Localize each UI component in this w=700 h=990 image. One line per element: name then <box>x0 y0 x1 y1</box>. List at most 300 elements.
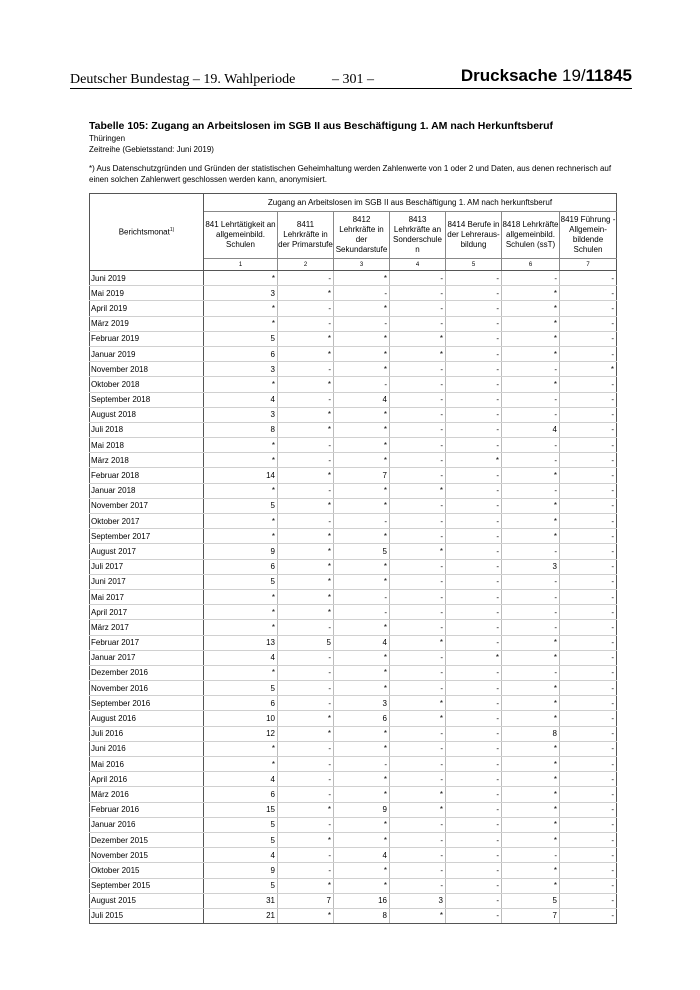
value-cell: 4 <box>334 848 390 863</box>
value-cell: - <box>560 787 617 802</box>
value-cell: * <box>204 589 278 604</box>
group-header: Zugang an Arbeitslosen im SGB II aus Beschäftigung 1. AM nach herkunftsberuf <box>204 194 617 212</box>
column-header: 8413 Lehrkräfte an Sonderschule n <box>390 212 446 259</box>
value-cell: - <box>446 711 502 726</box>
value-cell: - <box>446 665 502 680</box>
value-cell: - <box>502 362 560 377</box>
value-cell: - <box>446 498 502 513</box>
month-cell: November 2016 <box>90 681 204 696</box>
value-cell: * <box>204 377 278 392</box>
table-row <box>90 407 617 422</box>
value-cell: - <box>334 377 390 392</box>
value-cell: - <box>560 377 617 392</box>
value-cell: - <box>446 438 502 453</box>
value-cell: * <box>390 787 446 802</box>
value-cell: - <box>560 346 617 361</box>
footnote: *) Aus Datenschutzgründen und Gründen der statistischen Geheimhaltung werden Zahlenwerte von 1 oder 2 und Daten, aus denen rechnerisch auf einen solchen Zahlenwert geschlossen werden kann, anonymisiert. <box>89 164 612 184</box>
value-cell: * <box>278 559 334 574</box>
value-cell: - <box>446 407 502 422</box>
month-cell: Januar 2017 <box>90 650 204 665</box>
value-cell: - <box>334 757 390 772</box>
value-cell: * <box>334 620 390 635</box>
value-cell: - <box>446 817 502 832</box>
value-cell: * <box>204 301 278 316</box>
value-cell: - <box>560 848 617 863</box>
value-cell: - <box>560 453 617 468</box>
value-cell: - <box>278 316 334 331</box>
value-cell: - <box>334 514 390 529</box>
value-cell: - <box>560 407 617 422</box>
value-cell: 6 <box>334 711 390 726</box>
month-cell: Oktober 2018 <box>90 377 204 392</box>
month-cell: Juli 2015 <box>90 908 204 923</box>
value-cell: - <box>278 483 334 498</box>
value-cell: * <box>204 438 278 453</box>
value-cell: 6 <box>204 787 278 802</box>
value-cell: - <box>390 817 446 832</box>
month-cell: November 2018 <box>90 362 204 377</box>
value-cell: * <box>334 362 390 377</box>
value-cell: - <box>278 863 334 878</box>
value-cell: * <box>334 650 390 665</box>
value-cell: * <box>334 681 390 696</box>
value-cell: 14 <box>204 468 278 483</box>
value-cell: 8 <box>204 422 278 437</box>
value-cell: - <box>390 392 446 407</box>
value-cell: * <box>278 908 334 923</box>
value-cell: * <box>334 863 390 878</box>
table-row <box>90 757 617 772</box>
month-cell: Juli 2018 <box>90 422 204 437</box>
value-cell: - <box>278 453 334 468</box>
value-cell: - <box>446 681 502 696</box>
value-cell: * <box>390 908 446 923</box>
value-cell: - <box>502 665 560 680</box>
value-cell: * <box>334 559 390 574</box>
value-cell: 7 <box>502 908 560 923</box>
value-cell: - <box>446 483 502 498</box>
value-cell: - <box>502 848 560 863</box>
parliament-label: Deutscher Bundestag – 19. Wahlperiode <box>70 72 296 87</box>
value-cell: - <box>446 848 502 863</box>
value-cell: - <box>278 772 334 787</box>
page-header <box>70 66 632 90</box>
value-cell: - <box>446 787 502 802</box>
value-cell: - <box>390 271 446 286</box>
value-cell: 5 <box>334 544 390 559</box>
month-cell: Dezember 2016 <box>90 665 204 680</box>
value-cell: 5 <box>204 574 278 589</box>
value-cell: - <box>446 863 502 878</box>
value-cell: * <box>502 711 560 726</box>
series-note: Zeitreihe (Gebietsstand: Juni 2019) <box>89 145 214 154</box>
month-cell: Mai 2019 <box>90 286 204 301</box>
month-cell: August 2017 <box>90 544 204 559</box>
value-cell: - <box>390 438 446 453</box>
month-cell: April 2016 <box>90 772 204 787</box>
table-row <box>90 787 617 802</box>
value-cell: * <box>278 878 334 893</box>
table-row <box>90 863 617 878</box>
value-cell: - <box>390 529 446 544</box>
value-cell: - <box>446 331 502 346</box>
value-cell: - <box>560 468 617 483</box>
value-cell: * <box>204 757 278 772</box>
value-cell: - <box>278 362 334 377</box>
value-cell: - <box>560 286 617 301</box>
value-cell: - <box>560 574 617 589</box>
value-cell: 4 <box>204 772 278 787</box>
value-cell: - <box>560 544 617 559</box>
value-cell: * <box>334 574 390 589</box>
value-cell: - <box>502 438 560 453</box>
value-cell: 4 <box>204 848 278 863</box>
table-row <box>90 514 617 529</box>
value-cell: - <box>560 772 617 787</box>
column-header: 8411 Lehrkräfte in der Primarstufe <box>278 212 334 259</box>
value-cell: * <box>278 286 334 301</box>
value-cell: 5 <box>204 331 278 346</box>
value-cell: * <box>334 422 390 437</box>
value-cell: - <box>446 772 502 787</box>
value-cell: 9 <box>334 802 390 817</box>
value-cell: - <box>446 514 502 529</box>
value-cell: - <box>560 498 617 513</box>
value-cell: - <box>390 498 446 513</box>
month-cell: Mai 2018 <box>90 438 204 453</box>
value-cell: - <box>278 650 334 665</box>
month-cell: Februar 2017 <box>90 635 204 650</box>
value-cell: - <box>560 650 617 665</box>
value-cell: * <box>204 620 278 635</box>
month-cell: November 2015 <box>90 848 204 863</box>
column-number: 5 <box>446 259 502 271</box>
value-cell: * <box>502 635 560 650</box>
value-cell: - <box>560 620 617 635</box>
table-row <box>90 286 617 301</box>
value-cell: - <box>390 605 446 620</box>
value-cell: * <box>390 331 446 346</box>
header-divider <box>70 88 632 89</box>
value-cell: - <box>278 438 334 453</box>
table-row <box>90 468 617 483</box>
document-id: 11845 <box>585 66 632 85</box>
month-cell: Mai 2017 <box>90 589 204 604</box>
value-cell: - <box>560 893 617 908</box>
value-cell: * <box>502 650 560 665</box>
value-cell: * <box>334 498 390 513</box>
value-cell: - <box>560 832 617 847</box>
value-cell: 6 <box>204 559 278 574</box>
month-cell: Juni 2019 <box>90 271 204 286</box>
column-number: 3 <box>334 259 390 271</box>
value-cell: - <box>502 483 560 498</box>
value-cell: - <box>390 878 446 893</box>
value-cell: - <box>278 696 334 711</box>
page-number: – 301 – <box>332 72 374 87</box>
month-cell: Dezember 2015 <box>90 832 204 847</box>
value-cell: * <box>502 817 560 832</box>
value-cell: * <box>502 468 560 483</box>
month-cell: März 2018 <box>90 453 204 468</box>
value-cell: 8 <box>502 726 560 741</box>
value-cell: * <box>334 529 390 544</box>
value-cell: - <box>446 559 502 574</box>
value-cell: - <box>560 757 617 772</box>
month-cell: Oktober 2015 <box>90 863 204 878</box>
value-cell: * <box>204 741 278 756</box>
value-cell: * <box>390 346 446 361</box>
value-cell: 7 <box>278 893 334 908</box>
value-cell: * <box>334 407 390 422</box>
value-cell: - <box>502 620 560 635</box>
value-cell: * <box>502 878 560 893</box>
table-row <box>90 802 617 817</box>
table-row <box>90 346 617 361</box>
value-cell: * <box>502 772 560 787</box>
value-cell: - <box>390 301 446 316</box>
month-cell: Juni 2017 <box>90 574 204 589</box>
month-cell: August 2016 <box>90 711 204 726</box>
column-header: 8418 Lehrkräfte allgemeinbild. Schulen (ssT) <box>502 212 560 259</box>
value-cell: - <box>278 787 334 802</box>
value-cell: * <box>502 286 560 301</box>
value-cell: * <box>204 271 278 286</box>
value-cell: - <box>560 665 617 680</box>
value-cell: - <box>278 620 334 635</box>
month-cell: März 2019 <box>90 316 204 331</box>
table-row <box>90 422 617 437</box>
column-header: 8412 Lehrkräfte in der Sekundarstufe <box>334 212 390 259</box>
table-row <box>90 559 617 574</box>
value-cell: * <box>278 407 334 422</box>
value-cell: 6 <box>204 696 278 711</box>
value-cell: - <box>446 726 502 741</box>
value-cell: * <box>204 665 278 680</box>
value-cell: - <box>502 544 560 559</box>
table-row <box>90 498 617 513</box>
table-row <box>90 741 617 756</box>
corner-footnote-marker: 1) <box>169 227 175 234</box>
value-cell: - <box>334 286 390 301</box>
value-cell: - <box>446 605 502 620</box>
value-cell: 3 <box>204 407 278 422</box>
value-cell: - <box>560 301 617 316</box>
table-row <box>90 878 617 893</box>
value-cell: - <box>390 757 446 772</box>
value-cell: * <box>334 832 390 847</box>
value-cell: * <box>334 878 390 893</box>
value-cell: * <box>502 346 560 361</box>
value-cell: 3 <box>390 893 446 908</box>
value-cell: - <box>446 878 502 893</box>
table-body <box>90 271 617 924</box>
value-cell: * <box>446 650 502 665</box>
value-cell: * <box>334 787 390 802</box>
value-cell: - <box>502 407 560 422</box>
month-cell: Oktober 2017 <box>90 514 204 529</box>
value-cell: * <box>502 863 560 878</box>
value-cell: - <box>446 832 502 847</box>
value-cell: 4 <box>204 392 278 407</box>
value-cell: 5 <box>204 832 278 847</box>
value-cell: - <box>446 286 502 301</box>
value-cell: * <box>502 832 560 847</box>
month-cell: Februar 2016 <box>90 802 204 817</box>
value-cell: - <box>390 650 446 665</box>
table-row <box>90 316 617 331</box>
month-cell: März 2017 <box>90 620 204 635</box>
value-cell: - <box>446 362 502 377</box>
table-row <box>90 301 617 316</box>
table-row <box>90 544 617 559</box>
value-cell: - <box>446 589 502 604</box>
value-cell: 21 <box>204 908 278 923</box>
value-cell: * <box>502 498 560 513</box>
value-cell: - <box>390 316 446 331</box>
value-cell: * <box>334 453 390 468</box>
value-cell: * <box>334 772 390 787</box>
month-cell: Juni 2016 <box>90 741 204 756</box>
table-row <box>90 848 617 863</box>
value-cell: * <box>446 453 502 468</box>
value-cell: * <box>502 802 560 817</box>
value-cell: - <box>446 271 502 286</box>
value-cell: 3 <box>204 286 278 301</box>
value-cell: - <box>390 377 446 392</box>
value-cell: * <box>334 331 390 346</box>
value-cell: - <box>390 832 446 847</box>
value-cell: - <box>560 681 617 696</box>
value-cell: * <box>502 741 560 756</box>
column-number: 1 <box>204 259 278 271</box>
table-row <box>90 620 617 635</box>
month-cell: Februar 2018 <box>90 468 204 483</box>
value-cell: * <box>334 665 390 680</box>
value-cell: * <box>278 574 334 589</box>
table-row <box>90 893 617 908</box>
column-header: 8419 Führung - Allgemein-bildende Schulen <box>560 212 617 259</box>
document-number <box>461 66 632 86</box>
table-row <box>90 483 617 498</box>
value-cell: * <box>502 514 560 529</box>
month-cell: Juli 2016 <box>90 726 204 741</box>
table-row <box>90 772 617 787</box>
data-table <box>89 193 617 924</box>
value-cell: - <box>446 422 502 437</box>
value-cell: - <box>446 620 502 635</box>
value-cell: - <box>390 362 446 377</box>
value-cell: - <box>390 620 446 635</box>
value-cell: - <box>560 271 617 286</box>
value-cell: * <box>204 483 278 498</box>
corner-label: Berichtsmonat <box>118 227 170 237</box>
value-cell: * <box>204 453 278 468</box>
value-cell: - <box>278 817 334 832</box>
value-cell: * <box>334 438 390 453</box>
value-cell: 9 <box>204 863 278 878</box>
value-cell: * <box>390 696 446 711</box>
value-cell: - <box>278 848 334 863</box>
value-cell: - <box>446 316 502 331</box>
table-row <box>90 574 617 589</box>
value-cell: * <box>502 377 560 392</box>
value-cell: 8 <box>334 908 390 923</box>
value-cell: - <box>560 726 617 741</box>
column-number: 7 <box>560 259 617 271</box>
value-cell: * <box>502 316 560 331</box>
value-cell: 5 <box>204 681 278 696</box>
month-cell: September 2015 <box>90 878 204 893</box>
table-row <box>90 817 617 832</box>
table-row <box>90 635 617 650</box>
value-cell: * <box>334 301 390 316</box>
value-cell: - <box>390 589 446 604</box>
value-cell: - <box>560 802 617 817</box>
table-row <box>90 377 617 392</box>
value-cell: * <box>278 529 334 544</box>
table-row <box>90 726 617 741</box>
value-cell: * <box>278 346 334 361</box>
value-cell: 5 <box>204 498 278 513</box>
value-cell: - <box>502 574 560 589</box>
table-row <box>90 696 617 711</box>
value-cell: - <box>334 605 390 620</box>
value-cell: * <box>278 544 334 559</box>
value-cell: * <box>278 802 334 817</box>
month-cell: Januar 2019 <box>90 346 204 361</box>
value-cell: - <box>390 422 446 437</box>
value-cell: * <box>204 605 278 620</box>
value-cell: * <box>502 529 560 544</box>
value-cell: - <box>560 589 617 604</box>
value-cell: * <box>204 514 278 529</box>
month-cell: November 2017 <box>90 498 204 513</box>
value-cell: - <box>446 301 502 316</box>
value-cell: * <box>502 681 560 696</box>
value-cell: 3 <box>334 696 390 711</box>
value-cell: - <box>560 514 617 529</box>
value-cell: - <box>390 286 446 301</box>
table-row <box>90 589 617 604</box>
month-cell: August 2015 <box>90 893 204 908</box>
value-cell: * <box>334 726 390 741</box>
value-cell: - <box>502 392 560 407</box>
value-cell: * <box>390 711 446 726</box>
value-cell: * <box>560 362 617 377</box>
month-cell: Januar 2018 <box>90 483 204 498</box>
value-cell: * <box>334 483 390 498</box>
value-cell: * <box>278 832 334 847</box>
corner-header <box>90 194 204 271</box>
value-cell: 12 <box>204 726 278 741</box>
value-cell: * <box>334 346 390 361</box>
table-row <box>90 650 617 665</box>
month-cell: März 2016 <box>90 787 204 802</box>
value-cell: - <box>446 893 502 908</box>
value-cell: - <box>560 635 617 650</box>
value-cell: - <box>502 271 560 286</box>
value-cell: 3 <box>502 559 560 574</box>
region-label: Thüringen <box>89 134 126 143</box>
value-cell: - <box>560 696 617 711</box>
value-cell: - <box>278 514 334 529</box>
value-cell: - <box>560 711 617 726</box>
table-row <box>90 362 617 377</box>
value-cell: * <box>502 757 560 772</box>
value-cell: * <box>390 483 446 498</box>
value-cell: * <box>278 498 334 513</box>
